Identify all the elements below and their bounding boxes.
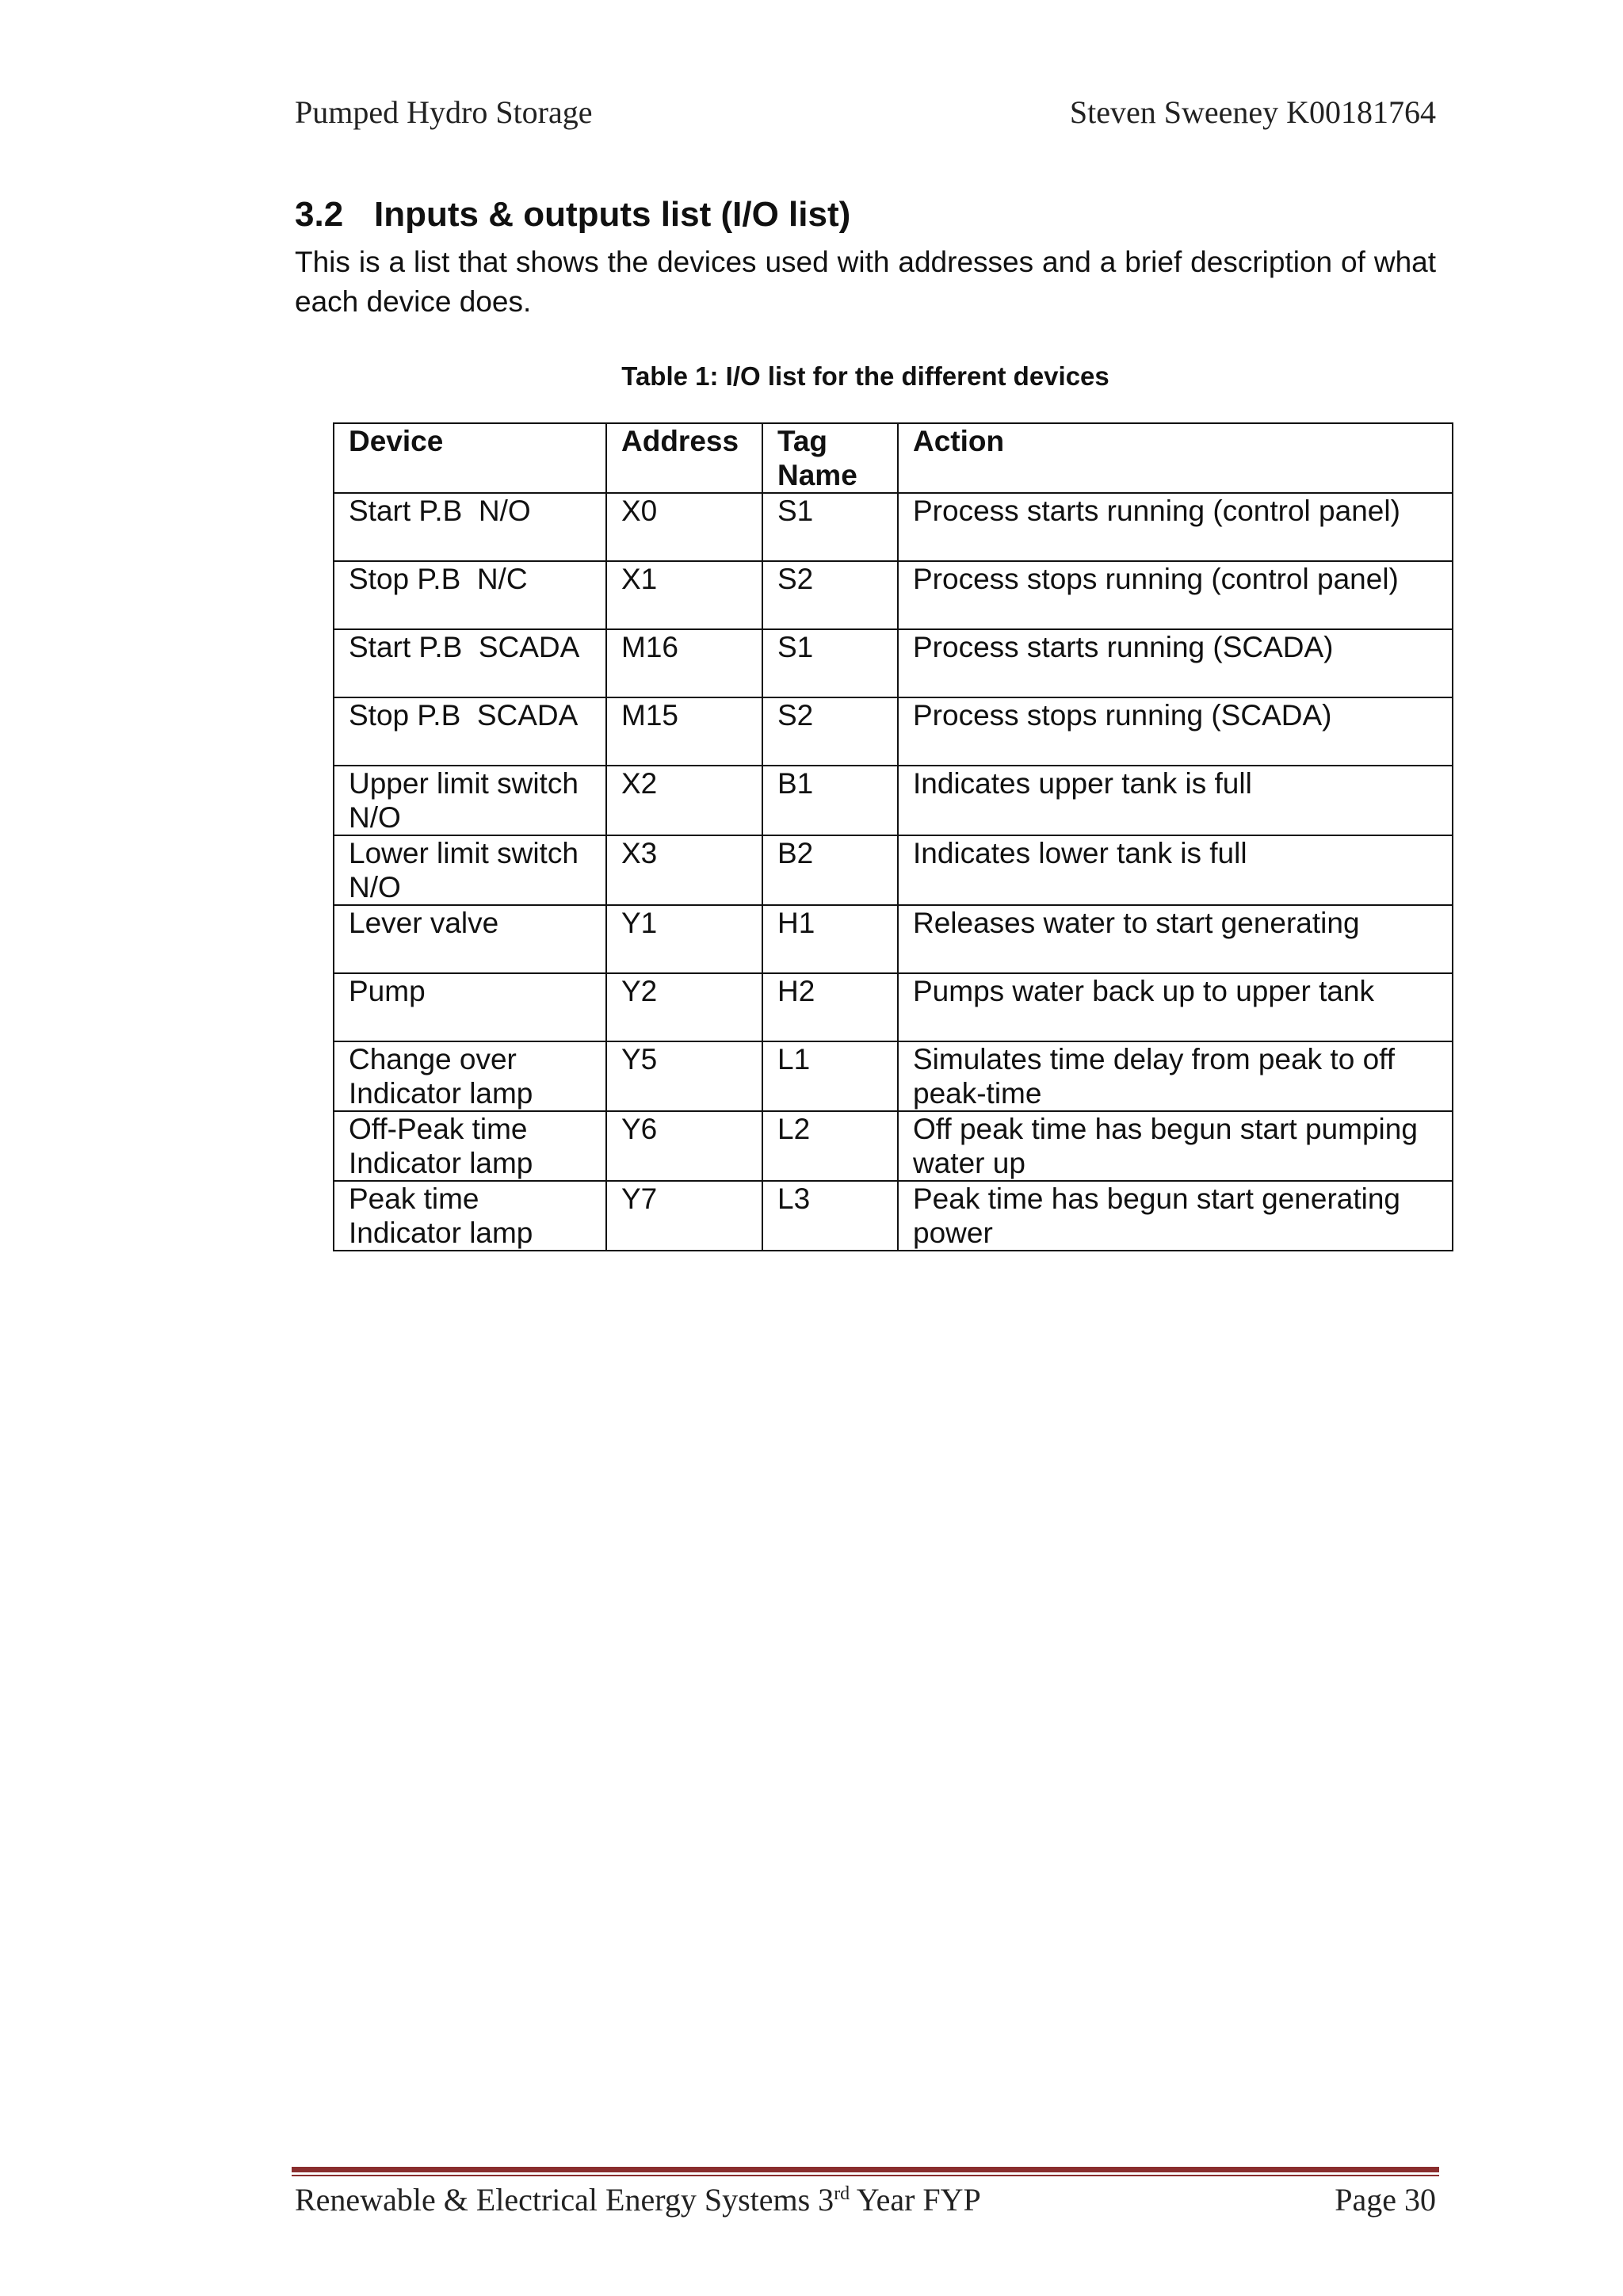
cell-tag: S2 — [762, 561, 898, 629]
cell-device: Off-Peak time Indicator lamp — [334, 1111, 606, 1181]
cell-action: Process stops running (control panel) — [898, 561, 1453, 629]
section-number: 3.2 — [295, 195, 344, 234]
cell-tag: B1 — [762, 766, 898, 835]
cell-address: Y6 — [606, 1111, 762, 1181]
footer-rule-thin — [292, 2175, 1439, 2176]
header-author: Steven Sweeney K00181764 — [1069, 94, 1436, 130]
cell-tag: S1 — [762, 629, 898, 697]
cell-address: X2 — [606, 766, 762, 835]
table-row — [334, 1181, 1453, 1251]
table-row — [334, 835, 1453, 905]
section-intro: This is a list that shows the devices used with addresses and a brief description of what each device does. — [295, 246, 1436, 318]
table-row — [334, 1111, 1453, 1181]
cell-device: Change over Indicator lamp — [334, 1041, 606, 1111]
table-row — [334, 629, 1453, 697]
cell-action: Releases water to start generating — [898, 905, 1453, 973]
cell-device: Lower limit switch N/O — [334, 835, 606, 905]
cell-address: X3 — [606, 835, 762, 905]
table-row — [334, 493, 1453, 561]
cell-device: Stop P.B SCADA — [334, 697, 606, 766]
page-footer — [295, 2181, 1436, 2218]
cell-action: Process starts running (control panel) — [898, 493, 1453, 561]
cell-device: Upper limit switch N/O — [334, 766, 606, 835]
cell-action: Process starts running (SCADA) — [898, 629, 1453, 697]
cell-tag: L2 — [762, 1111, 898, 1181]
cell-action: Simulates time delay from peak to off peak-time — [898, 1041, 1453, 1111]
table-row — [334, 766, 1453, 835]
cell-action: Pumps water back up to upper tank — [898, 973, 1453, 1041]
cell-device: Lever valve — [334, 905, 606, 973]
cell-device: Pump — [334, 973, 606, 1041]
footer-course — [295, 2181, 981, 2218]
cell-tag: H1 — [762, 905, 898, 973]
footer-course-prefix: Renewable & Electrical Energy Systems 3 — [295, 2182, 834, 2218]
cell-action: Off peak time has begun start pumping water up — [898, 1111, 1453, 1181]
cell-tag: S1 — [762, 493, 898, 561]
cell-device: Start P.B N/O — [334, 493, 606, 561]
section-title: Inputs & outputs list (I/O list) — [374, 195, 851, 234]
footer-course-suffix: Year FYP — [850, 2182, 981, 2218]
cell-address: M15 — [606, 697, 762, 766]
header-document-title: Pumped Hydro Storage — [295, 94, 593, 130]
table-row — [334, 973, 1453, 1041]
cell-action: Indicates lower tank is full — [898, 835, 1453, 905]
cell-tag: L1 — [762, 1041, 898, 1111]
cell-action: Process stops running (SCADA) — [898, 697, 1453, 766]
cell-tag: S2 — [762, 697, 898, 766]
cell-address: Y7 — [606, 1181, 762, 1251]
io-list-table — [333, 422, 1453, 1251]
cell-address: Y1 — [606, 905, 762, 973]
table-row — [334, 905, 1453, 973]
table-row — [334, 561, 1453, 629]
table-header-row — [334, 423, 1453, 493]
table-caption: Table 1: I/O list for the different devices — [621, 361, 1109, 391]
cell-device: Peak time Indicator lamp — [334, 1181, 606, 1251]
cell-tag: L3 — [762, 1181, 898, 1251]
page-header — [295, 94, 1436, 131]
cell-device: Stop P.B N/C — [334, 561, 606, 629]
column-header-tag-name: Tag Name — [762, 423, 898, 493]
cell-device: Start P.B SCADA — [334, 629, 606, 697]
cell-address: X1 — [606, 561, 762, 629]
footer-page-number: Page 30 — [1335, 2182, 1436, 2218]
cell-tag: H2 — [762, 973, 898, 1041]
cell-address: X0 — [606, 493, 762, 561]
footer-course-ordinal: rd — [834, 2183, 850, 2204]
column-header-action: Action — [898, 423, 1453, 493]
footer-rule — [292, 2167, 1439, 2172]
cell-address: M16 — [606, 629, 762, 697]
cell-action: Indicates upper tank is full — [898, 766, 1453, 835]
cell-address: Y5 — [606, 1041, 762, 1111]
column-header-device: Device — [334, 423, 606, 493]
column-header-address: Address — [606, 423, 762, 493]
cell-address: Y2 — [606, 973, 762, 1041]
table-row — [334, 1041, 1453, 1111]
cell-tag: B2 — [762, 835, 898, 905]
cell-action: Peak time has begun start generating power — [898, 1181, 1453, 1251]
table-row — [334, 697, 1453, 766]
section-heading — [295, 195, 850, 235]
